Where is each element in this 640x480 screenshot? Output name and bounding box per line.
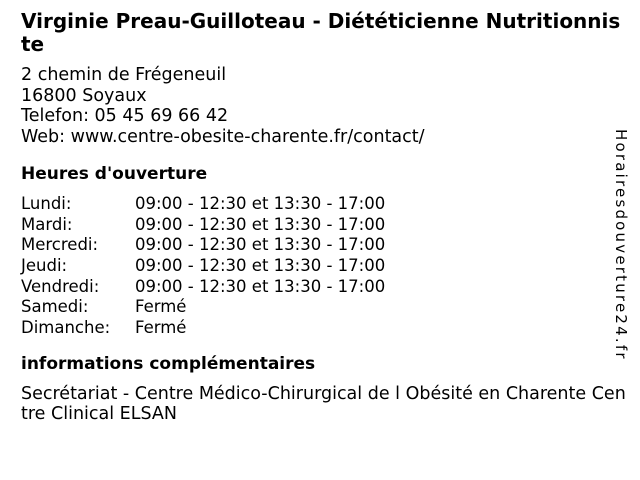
web-line [21, 127, 627, 148]
hours-row-tuesday [21, 215, 627, 236]
phone-label: Telefon: [21, 106, 89, 127]
business-info-page [21, 9, 630, 425]
address-city: 16800 Soyaux [21, 85, 147, 106]
day-label: Lundi: [21, 193, 72, 213]
phone-value: 05 45 69 66 42 [94, 106, 229, 127]
day-hours: 09:00 - 12:30 et 13:30 - 17:00 [135, 193, 386, 213]
web-value-link[interactable]: www.centre-obesite-charente.fr/contact/ [70, 127, 425, 148]
hours-row-sunday [21, 318, 627, 339]
day-hours: Fermé [135, 318, 187, 338]
extra-info-heading: informations complémentaires [21, 353, 316, 374]
day-hours: Fermé [135, 297, 187, 317]
day-label: Dimanche: [21, 318, 111, 338]
phone-line [21, 106, 627, 127]
day-hours: 09:00 - 12:30 et 13:30 - 17:00 [135, 276, 386, 296]
hours-row-monday [21, 194, 627, 215]
day-label: Mercredi: [21, 235, 99, 255]
address-street: 2 chemin de Frégeneuil [21, 65, 227, 85]
hours-row-saturday [21, 297, 627, 318]
address-block [21, 65, 627, 148]
opening-hours-heading: Heures d'ouverture [21, 163, 208, 184]
day-hours: 09:00 - 12:30 et 13:30 - 17:00 [135, 255, 386, 275]
day-label: Vendredi: [21, 276, 100, 296]
web-label: Web: [21, 127, 66, 148]
day-label: Jeudi: [21, 255, 68, 275]
day-hours: 09:00 - 12:30 et 13:30 - 17:00 [135, 214, 386, 234]
day-hours: 09:00 - 12:30 et 13:30 - 17:00 [135, 235, 386, 255]
day-label: Mardi: [21, 214, 73, 234]
hours-row-friday [21, 277, 627, 298]
extra-info-text: Secrétariat - Centre Médico-Chirurgical de l Obésité en Charente Centre Clinical ELSAN [21, 383, 626, 425]
hours-row-wednesday [21, 235, 627, 256]
page-title: Virginie Preau-Guilloteau - Diététicienne Nutritionniste [21, 9, 621, 56]
day-label: Samedi: [21, 297, 89, 317]
hours-row-thursday [21, 256, 627, 277]
watermark-site-link[interactable]: Horairesdouverture24.fr [612, 129, 630, 361]
opening-hours-table [21, 194, 627, 339]
